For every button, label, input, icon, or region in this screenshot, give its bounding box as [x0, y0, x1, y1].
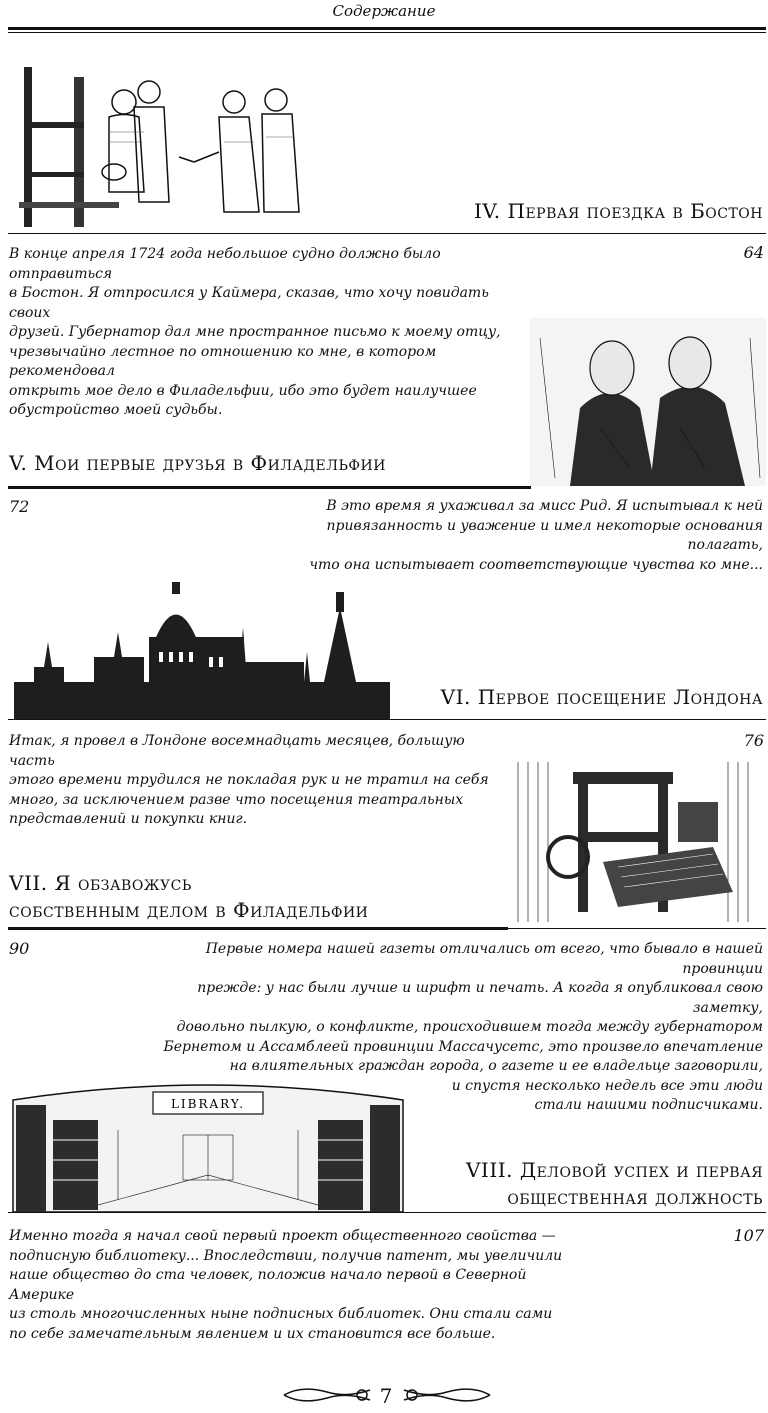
- header-rule-thin: [8, 32, 766, 33]
- chapter-rule: [8, 1212, 766, 1213]
- chapter-rule: [8, 233, 766, 234]
- chapter-title: VI. Первое посещение Лондона: [440, 685, 763, 709]
- footer-page-number: 7: [379, 1384, 393, 1408]
- chapter-rule: [8, 486, 531, 489]
- chapter-excerpt: Итак, я провел в Лондоне восемнадцать месяцев, большую часть этого времени трудился не покладая рук и не тратил на себя много, за исключением разве что посещения театральных представлений и покупки книг.: [9, 733, 489, 827]
- illustration-two-men: [530, 318, 766, 486]
- footer-ornament-left: [282, 1380, 372, 1410]
- chapter-title: VII. Я обзавожусь собственным делом в Филадельфии: [9, 871, 369, 922]
- illustration-london-skyline: [14, 572, 390, 720]
- page-number: 90: [9, 939, 30, 958]
- chapter-excerpt: Первые номера нашей газеты отличались от всего, что бывало в нашей провинции прежде: у нас были лучше и шрифт и печать. А когда я опубликовал свою заметку, довольно пылкую, о конфликте, происходившем тогда между губернатором Бернетом и Ассамблеей провинции Массачусетс, это произвело впечатление на влиятельных граждан города, о газете и ее владельце заговорили, и спустя несколько недель все эти люди стали нашими подписчиками.: [163, 941, 763, 1113]
- chapter-rule: [8, 719, 766, 720]
- page-number: 72: [9, 497, 30, 516]
- chapter-title: V. Мои первые друзья в Филадельфии: [9, 451, 386, 475]
- illustration-printing-press: [508, 752, 766, 928]
- chapter-excerpt: В это время я ухаживал за мисс Рид. Я испытывал к ней привязанность и уважение и имел некоторые основания полагать, что она испытывает соответствующие чувства ко мне...: [309, 498, 763, 573]
- chapter-rule: [8, 927, 508, 930]
- page-number: 64: [743, 243, 764, 262]
- page-number: 107: [733, 1226, 764, 1245]
- footer-ornament-right: [402, 1380, 492, 1410]
- running-header: Содержание: [332, 2, 436, 20]
- page-number: 76: [743, 731, 764, 750]
- chapter-title: VIII. Деловой успех и первая общественная должность: [465, 1158, 763, 1209]
- illustration-print-shop: [14, 62, 314, 232]
- chapter-excerpt: Именно тогда я начал свой первый проект общественного свойства — подписную библиотеку... Впоследствии, получив патент, мы увеличили наше общество до ста человек, положив начало первой в Северной Америке из столь многочисленных ныне подписных библиотек. Они стали сами по себе замечательным явлением и их становится все больше.: [9, 1228, 563, 1342]
- illustration-library-interior: [8, 1080, 408, 1212]
- header-rule: [8, 27, 766, 30]
- library-sign: LIBRARY.: [170, 1097, 246, 1111]
- chapter-title: IV. Первая поездка в Бостон: [473, 199, 763, 223]
- chapter-excerpt: В конце апреля 1724 года небольшое судно должно было отправиться в Бостон. Я отпросился у Каймера, сказав, что хочу повидать своих друзей. Губернатор дал мне пространное письмо к моему отцу, чрезвычайно лестное по отношению ко мне, в котором рекомендовал открыть мое дело в Филадельфии, ибо это будет наилучшее обустройство моей судьбы.: [9, 246, 501, 418]
- chapter-rule-tail: [508, 928, 766, 929]
